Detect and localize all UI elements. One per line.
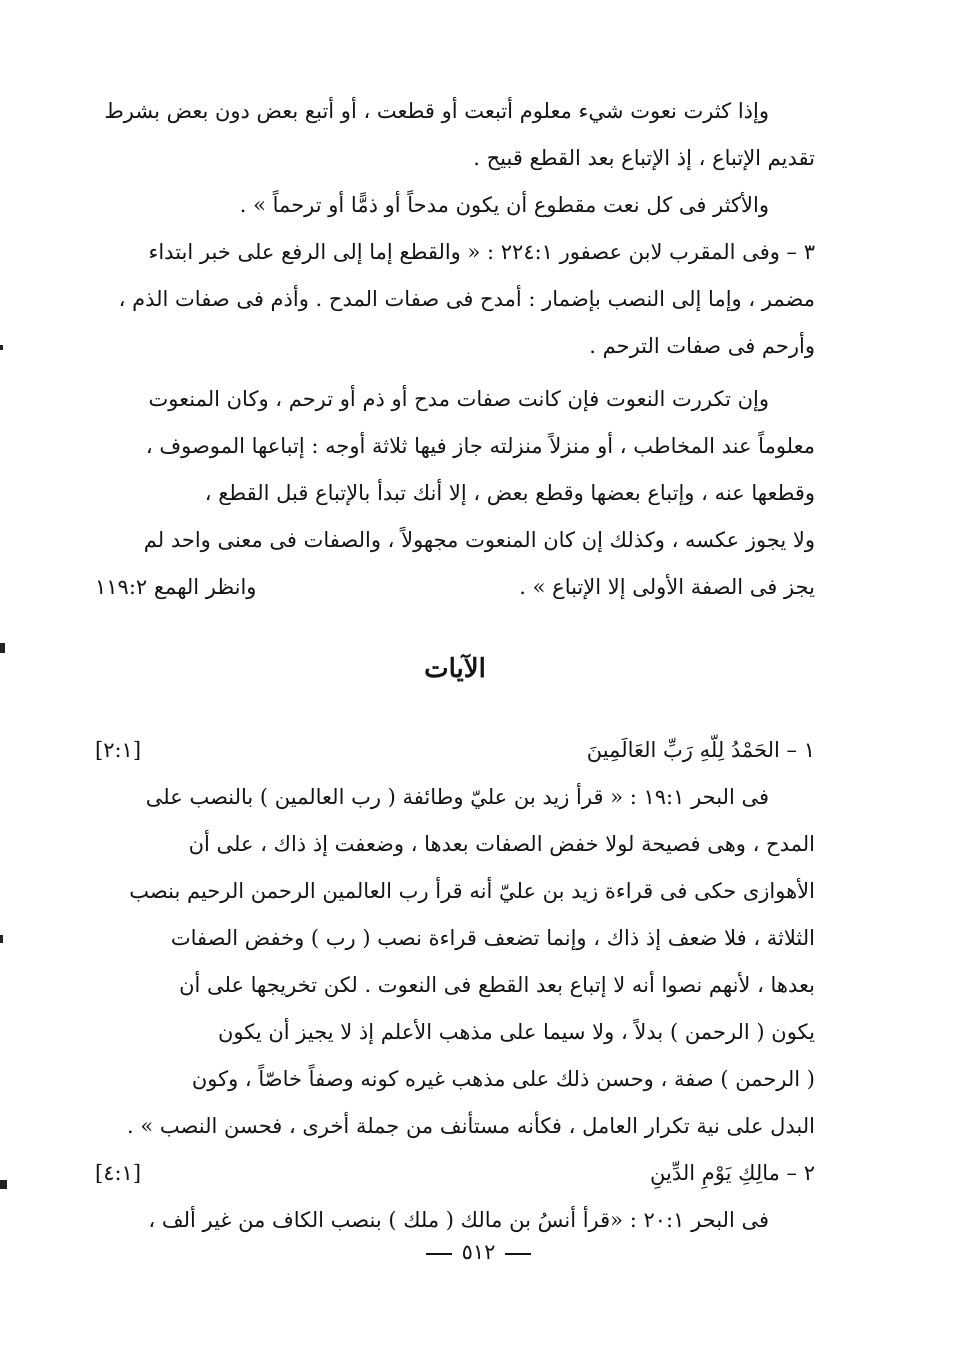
- verse-reference: [٤:١]: [95, 1161, 142, 1185]
- text-line: المدح ، وهى فصيحة لولا خفض الصفات بعدها ، وضعفت إذ ذاك ، على أن: [188, 832, 815, 856]
- cross-reference: وانظر الهمع ١١٩:٢: [95, 575, 257, 599]
- section-heading: الآيات: [424, 654, 486, 684]
- text-line: والأكثر فى كل نعت مقطوع أن يكون مدحاً أو ذمًّا أو ترحماً » .: [239, 193, 769, 217]
- text-line: معلوماً عند المخاطب ، أو منزلاً منزلته جاز فيها ثلاثة أوجه : إتباعها الموصوف ،: [145, 434, 815, 458]
- text-line: وأرحم فى صفات الترحم .: [589, 334, 815, 358]
- text-line: ٣ – وفى المقرب لابن عصفور ٢٢٤:١ : « والقطع إما إلى الرفع على خبر ابتداء: [148, 240, 815, 264]
- text-line: بعدها ، لأنهم نصوا أنه لا إتباع بعد القطع فى النعوت . لكن تخريجها على أن: [179, 973, 815, 997]
- verse-text: ١ – الحَمْدُ لِلّهِ رَبِّ العَالَمِينَ: [586, 738, 815, 762]
- text-line: وإن تكررت النعوت فإن كانت صفات مدح أو ذم أو ترحم ، وكان المنعوت: [148, 387, 769, 411]
- verse-reference: [٢:١]: [95, 738, 142, 762]
- scan-mark: [0, 935, 3, 943]
- dash-decoration: [505, 1253, 531, 1255]
- scan-mark: [0, 643, 5, 653]
- page-body: [95, 88, 815, 1244]
- text-line: الأهوازى حكى فى قراءة زيد بن عليّ أنه قرأ رب العالمين الرحمن الرحيم بنصب: [129, 879, 815, 903]
- text-line: ولا يجوز عكسه ، وكذلك إن كان المنعوت مجهولاً ، والصفات فى معنى واحد لم: [143, 528, 815, 552]
- text-line: وقطعها عنه ، وإتباع بعضها وقطع بعض ، إلا أنك تبدأ بالإتباع قبل القطع ،: [204, 481, 815, 505]
- text-line: الثلاثة ، فلا ضعف إذ ذاك ، وإنما تضعف قراءة نصب ( رب ) وخفض الصفات: [170, 926, 815, 950]
- text-line: البدل على نية تكرار العامل ، فكأنه مستأنف من جملة أخرى ، فحسن النصب » .: [127, 1114, 815, 1138]
- verse-line: [95, 727, 815, 774]
- text-line: فى البحر ١٩:١ : « قرأ زيد بن عليّ وطائفة ( رب العالمين ) بالنصب على: [145, 785, 769, 809]
- text-line: مضمر ، وإما إلى النصب بإضمار : أمدح فى صفات المدح . وأذم فى صفات الذم ،: [118, 287, 815, 311]
- text-line: ( الرحمن ) صفة ، وحسن ذلك على مذهب غيره كونه وصفاً خاصّاً ، وكون: [191, 1067, 815, 1091]
- text-line: وإذا كثرت نعوت شيء معلوم أتبعت أو قطعت ، أو أتبع بعض دون بعض بشرط: [104, 99, 769, 123]
- text-line-with-reference: [95, 564, 815, 611]
- page-number-footer: [0, 1240, 957, 1264]
- text-line: يكون ( الرحمن ) بدلاً ، ولا سيما على مذهب الأعلم إذ لا يجيز أن يكون: [217, 1020, 815, 1044]
- dash-decoration: [426, 1253, 452, 1255]
- scan-mark: [0, 1180, 7, 1189]
- verse-text: ٢ – مالِكِ يَوْمِ الدِّينِ: [649, 1161, 815, 1185]
- verse-line: [95, 1150, 815, 1197]
- page-number: ٥١٢: [461, 1240, 496, 1264]
- text-line: تقديم الإتباع ، إذ الإتباع بعد القطع قبيح .: [473, 146, 815, 170]
- text-line: فى البحر ٢٠:١ : «قرأ أنسُ بن مالك ( ملك ) بنصب الكاف من غير ألف ،: [148, 1208, 769, 1232]
- text-fragment: يجز فى الصفة الأولى إلا الإتباع » .: [519, 575, 815, 599]
- scan-mark: [0, 345, 3, 350]
